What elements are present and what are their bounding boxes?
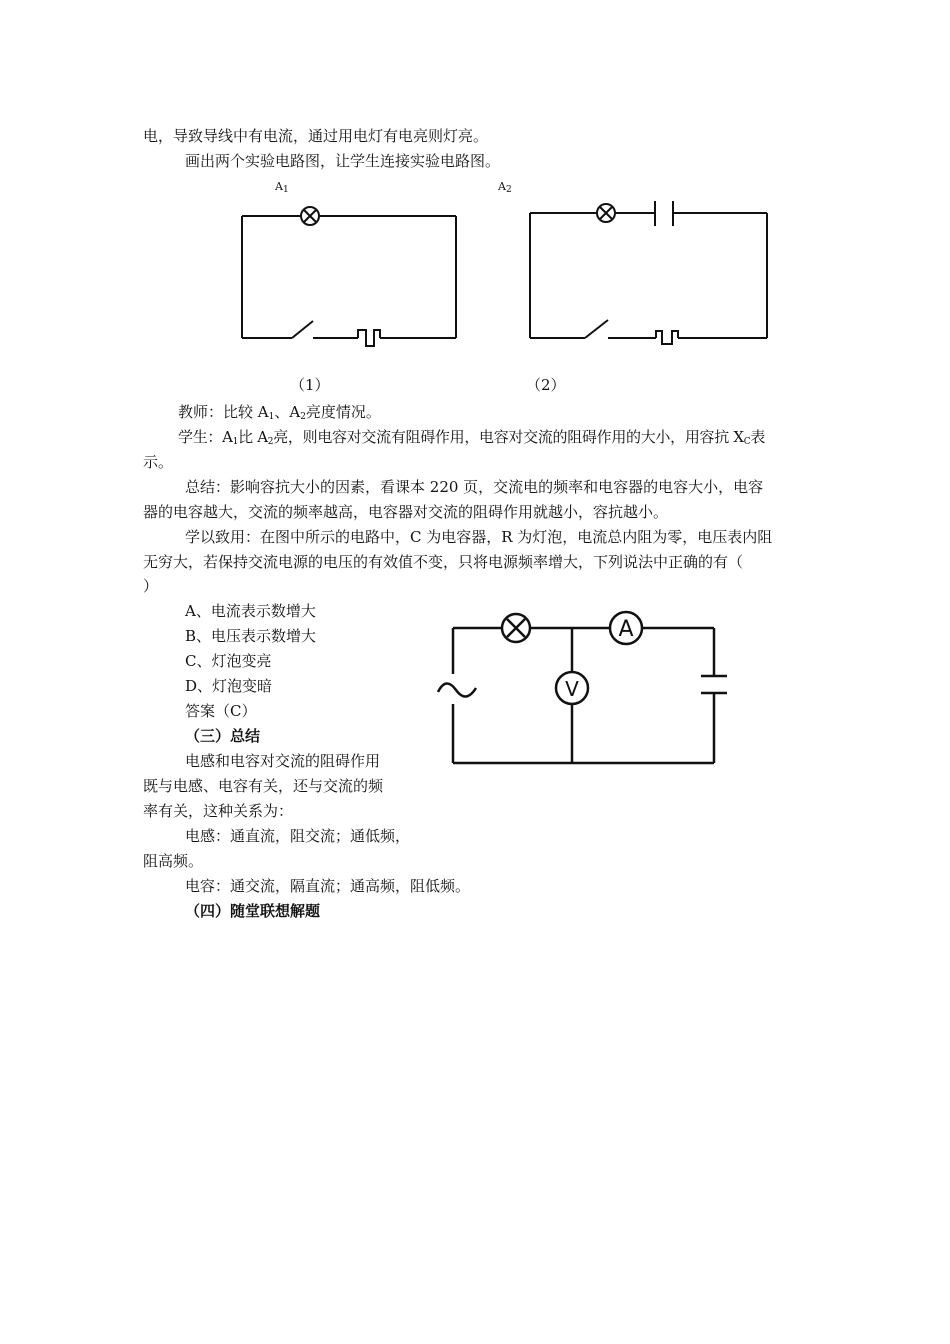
student-line-1: 学生：$A_1$比 $A_2$亮，则电容对交流有阻碍作用，电容对交流的阻碍作用的大小，用容抗 $X_C$表 (178, 428, 766, 447)
section-4-heading: （四）随堂联想解题 (185, 902, 321, 920)
option-d: D、灯泡变暗 (185, 677, 273, 695)
apply-line-1: 学以致用：在图中所示的电路中，C 为电容器，R 为灯泡，电流总内阻为零，电压表内阻 (185, 528, 773, 546)
fig1-lamp-label: $A_1$ (275, 180, 289, 195)
ammeter-letter: A (618, 617, 634, 642)
option-a: A、电流表示数增大 (185, 602, 316, 620)
teacher-line: 教师：比较 $A_1$、$A_2$亮度情况。 (178, 403, 381, 422)
s3-line-2: 既与电感、电容有关，还与交流的频 (143, 777, 384, 795)
s3-line-6: 电容：通交流，隔直流；通高频，阻低频。 (185, 877, 471, 895)
answer-line: 答案（C） (185, 702, 257, 720)
figure-caption-2: （2） (526, 376, 566, 394)
s3-line-4: 电感：通直流，阻交流；通低频， (185, 827, 411, 845)
summary-line-2: 器的电容越大，交流的频率越高，电容器对交流的阻碍作用就越小，容抗越小。 (143, 503, 669, 521)
para-line-2: 画出两个实验电路图，让学生连接实验电路图。 (185, 152, 501, 170)
voltmeter-letter: V (565, 677, 579, 701)
s3-line-5: 阻高频。 (143, 852, 204, 870)
summary-line-1: 总结：影响容抗大小的因素，看课本 220 页，交流电的频率和电容器的电容大小，电容 (185, 478, 764, 496)
option-c: C、灯泡变亮 (185, 652, 272, 670)
figure-caption-1: （1） (290, 376, 330, 394)
s3-line-3: 率有关，这种关系为： (143, 802, 294, 820)
apply-line-3: ） (143, 577, 159, 595)
option-b: B、电压表示数增大 (185, 627, 317, 645)
fig2-lamp-label: $A_2$ (498, 180, 512, 195)
apply-line-2: 无穷大，若保持交流电源的电压的有效值不变，只将电源频率增大，下列说法中正确的有（ (143, 553, 744, 571)
para-line-1: 电，导致导线中有电流，通过用电灯有电亮则灯亮。 (143, 127, 489, 145)
section-3-heading: （三）总结 (185, 727, 261, 745)
s3-line-1: 电感和电容对交流的阻碍作用 (185, 752, 381, 770)
student-line-2: 示。 (143, 453, 174, 471)
